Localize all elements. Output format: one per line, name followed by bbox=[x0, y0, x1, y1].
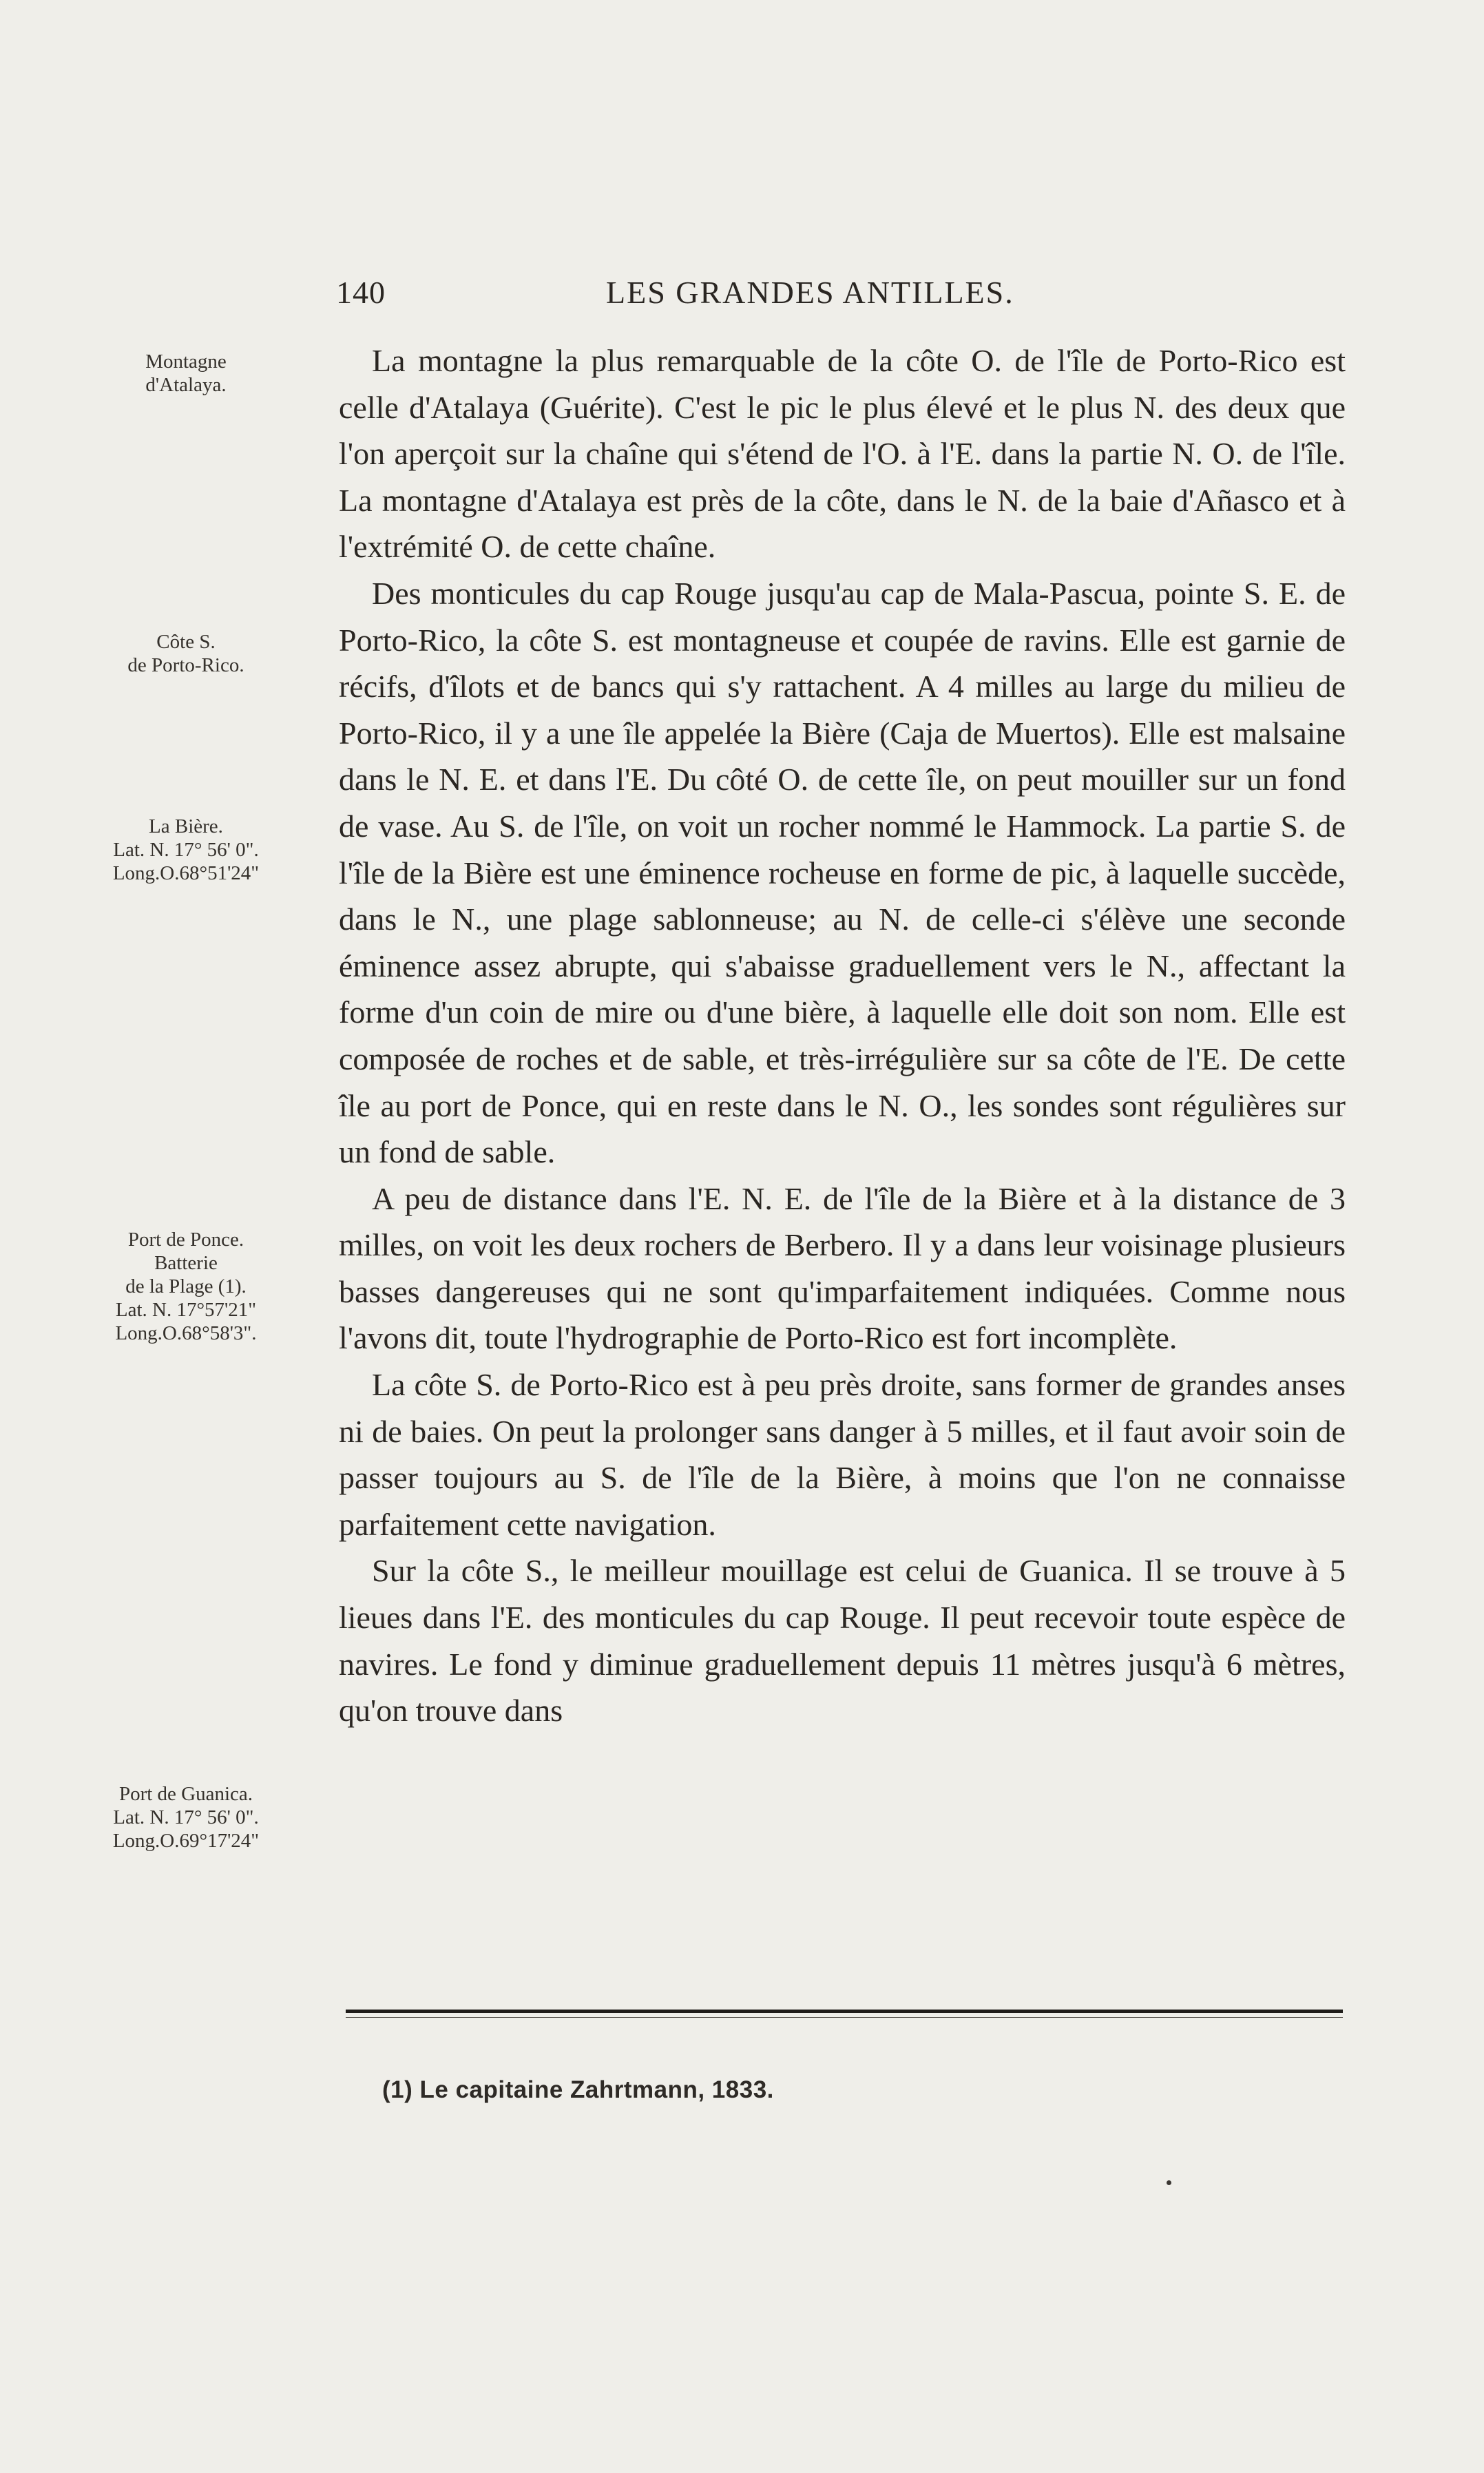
sidenote-line: Port de Ponce. bbox=[127, 1229, 244, 1251]
footnote: (1) Le capitaine Zahrtmann, 1833. bbox=[382, 2076, 774, 2103]
paragraph-guanica: Sur la côte S., le meilleur mouillage est celui de Guanica. Il se trouve à 5 lieues dans l'E. des monticules du cap Rouge. Il peut recevoir toute espèce de navires. Le fond y diminue graduellement depuis 11 mètres jusqu'à 6 mètres, qu'on trouve dans bbox=[339, 1553, 1346, 1729]
sidenote-la-biere bbox=[83, 815, 289, 885]
sidenote-line: Long.O.68°51'24" bbox=[112, 862, 260, 884]
sidenote-cote-sud bbox=[83, 630, 289, 677]
sidenote-line: Lat. N. 17°57'21" bbox=[115, 1299, 257, 1321]
sidenote-line: Montagne bbox=[145, 351, 227, 373]
footnote-divider bbox=[346, 2010, 1343, 2013]
sidenote-line: Long.O.68°58'3". bbox=[115, 1322, 257, 1344]
sidenote-montagne-atalaya bbox=[83, 350, 289, 397]
sidenote-line: d'Atalaya. bbox=[145, 374, 227, 396]
page-number: 140 bbox=[336, 275, 386, 310]
footnote-divider-shadow bbox=[346, 2017, 1343, 2018]
sidenote-line: de la Plage (1). bbox=[125, 1275, 247, 1297]
page-header bbox=[336, 274, 1348, 315]
paper-speck bbox=[1167, 2180, 1171, 2185]
paragraph-berbero: A peu de distance dans l'E. N. E. de l'île de la Bière et à la distance de 3 milles, on voit les deux rochers de Berbero. Il y a dans leur voisinage plusieurs basses dangereuses qui ne sont qu'imparfaitement indiquées. Comme nous l'avons dit, toute l'hydrographie de Porto-Rico est fort incomplète. bbox=[339, 1180, 1346, 1356]
sidenote-line: Port de Guanica. bbox=[118, 1783, 253, 1805]
sidenote-line: Lat. N. 17° 56' 0". bbox=[113, 839, 259, 861]
paragraph-atalaya: La montagne la plus remarquable de la côte O. de l'île de Porto-Rico est celle d'Atalaya (Guérite). C'est le pic le plus élevé et le plus N. des deux que l'on aperçoit sur la chaîne qui s'étend de l'O. à l'E. dans la partie N. O. de l'île. La montagne d'Atalaya est près de la côte, dans le N. de la baie d'Añasco et à l'extrémité O. de cette chaîne. bbox=[339, 343, 1346, 565]
sidenote-line: de Porto-Rico. bbox=[127, 654, 244, 676]
sidenote-line: La Bière. bbox=[149, 815, 223, 837]
sidenote-line: Côte S. bbox=[156, 631, 216, 653]
paragraph-navigation: La côte S. de Porto-Rico est à peu près droite, sans former de grandes anses ni de baies. On peut la prolonger sans danger à 5 milles, et il faut avoir soin de passer toujours au S. de l'île de la Bière, à moins que l'on ne connaisse parfaitement cette navigation. bbox=[339, 1367, 1346, 1542]
sidenote-line: Batterie bbox=[154, 1252, 218, 1274]
running-title: LES GRANDES ANTILLES. bbox=[606, 275, 1014, 310]
sidenote-line: Lat. N. 17° 56' 0". bbox=[113, 1806, 259, 1828]
sidenote-line: Long.O.69°17'24" bbox=[112, 1830, 260, 1852]
paragraph-cote-sud: Des monticules du cap Rouge jusqu'au cap de Mala-Pascua, pointe S. E. de Porto-Rico, la côte S. est montagneuse et coupée de ravins. Elle est garnie de récifs, d'îlots et de bancs qui s'y rattachent. A 4 milles au large du milieu de Porto-Rico, il y a une île appelée la Bière (Caja de Muertos). Elle est malsaine dans le N. E. et dans l'E. Du côté O. de cette île, on peut mouiller sur un fond de vase. Au S. de l'île, on voit un rocher nommé le Hammock. La partie S. de l'île de la Bière est une éminence rocheuse en forme de pic, à laquelle succède, dans le N., une plage sablonneuse; au N. de celle-ci s'élève une seconde éminence assez abrupte, qui s'abaisse graduellement vers le N., affectant la forme d'un coin de mire ou d'une bière, à laquelle elle doit son nom. Elle est composée de roches et de sable, et très-irrégulière sur sa côte de l'E. De cette île au port de Ponce, qui en reste dans le N. O., les sondes sont régulières sur un fond de sable. bbox=[339, 575, 1346, 1170]
sidenote-port-de-guanica bbox=[83, 1782, 289, 1853]
sidenote-port-de-ponce bbox=[83, 1228, 289, 1345]
body-text bbox=[339, 337, 1346, 1734]
